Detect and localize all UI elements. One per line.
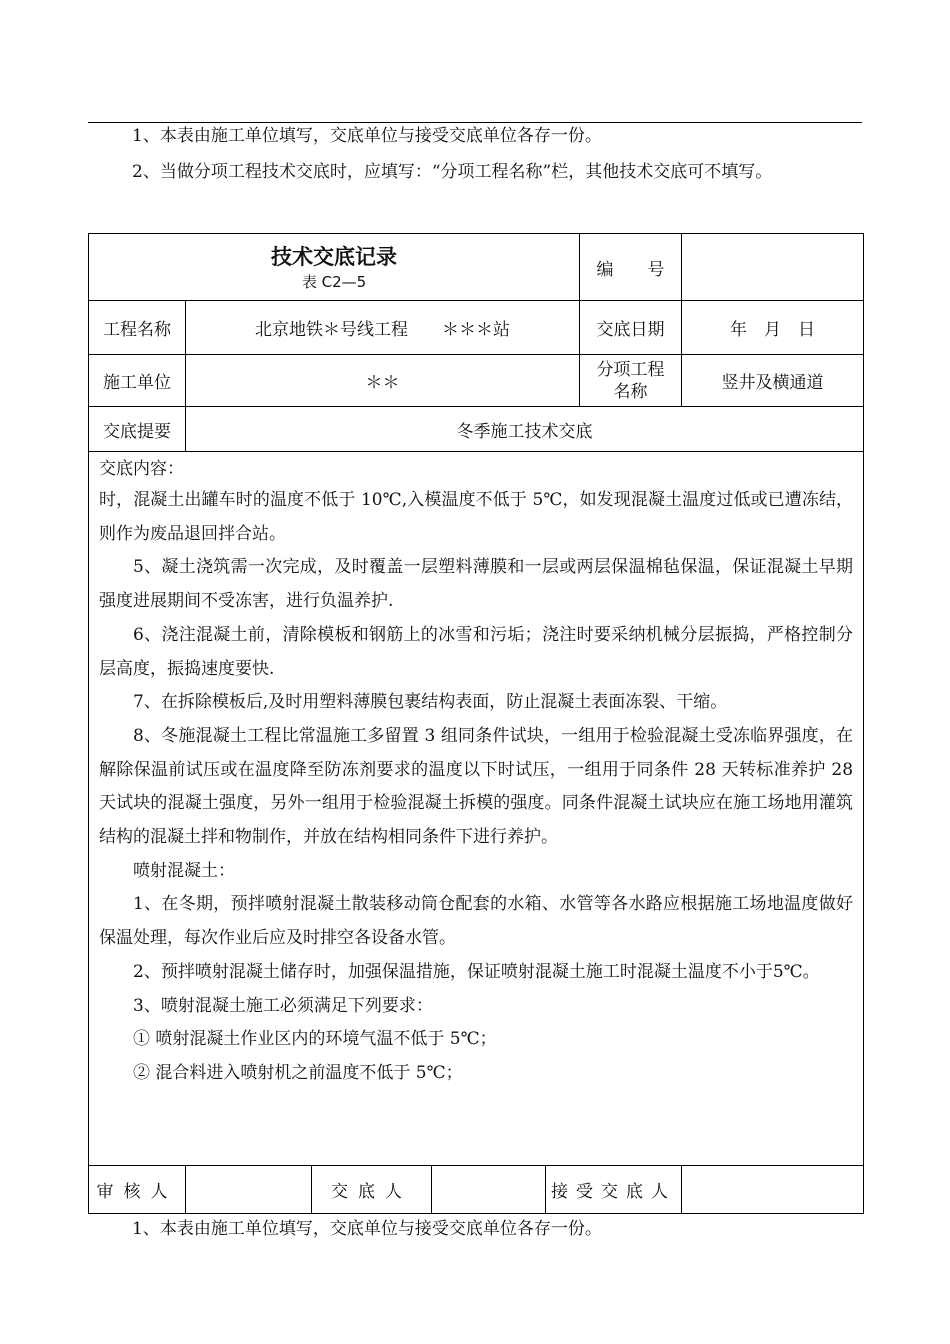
subproject-name-value[interactable]: 竖井及横通道 bbox=[682, 355, 864, 407]
form-subtitle: 表 C2—5 bbox=[301, 273, 367, 291]
receiver-label: 接受交底人 bbox=[546, 1166, 682, 1214]
content-paragraph: 3、喷射混凝土施工必须满足下列要求： bbox=[133, 995, 433, 1016]
disclosure-date-label: 交底日期 bbox=[580, 301, 682, 355]
form-title: 技术交底记录 bbox=[271, 245, 398, 269]
number-field[interactable] bbox=[682, 234, 864, 301]
reviewer-signature-field[interactable] bbox=[186, 1166, 312, 1214]
receiver-signature-field[interactable] bbox=[682, 1166, 864, 1214]
content-paragraph: 2、预拌喷射混凝土储存时，加强保温措施，保证喷射混凝土施工时混凝土温度不小于5℃。 bbox=[133, 961, 820, 982]
discloser-signature-field[interactable] bbox=[432, 1166, 546, 1214]
project-name-label: 工程名称 bbox=[89, 301, 186, 355]
content-label: 交底内容： bbox=[99, 459, 184, 479]
construction-unit-value[interactable]: ＊＊ bbox=[186, 355, 580, 407]
header-note-1: 1、本表由施工单位填写，交底单位与接受交底单位各存一份。 bbox=[132, 126, 602, 146]
summary-label: 交底提要 bbox=[89, 407, 186, 452]
content-paragraph: 6、浇注混凝土前，清除模板和钢筋上的冰雪和污垢；浇注时要采纳机械分层振捣，严格控制分层高度，振捣速度要快. bbox=[99, 624, 854, 679]
summary-value[interactable]: 冬季施工技术交底 bbox=[186, 407, 864, 452]
construction-unit-label: 施工单位 bbox=[89, 355, 186, 407]
number-label: 编 号 bbox=[580, 234, 682, 301]
content-paragraph: 5、凝土浇筑需一次完成，及时覆盖一层塑料薄膜和一层或两层保温棉毡保温，保证混凝土早期强度进展期间不受冻害，进行负温养护. bbox=[99, 557, 854, 612]
content-paragraph: 喷射混凝土： bbox=[133, 860, 235, 881]
project-name-value[interactable]: 北京地铁＊号线工程 ＊＊＊站 bbox=[186, 301, 580, 355]
footer-note: 1、本表由施工单位填写，交底单位与接受交底单位各存一份。 bbox=[132, 1219, 602, 1239]
form-title-cell bbox=[89, 234, 580, 301]
discloser-label: 交底人 bbox=[312, 1166, 432, 1214]
disclosure-date-value[interactable]: 年 月 日 bbox=[682, 301, 864, 355]
content-paragraph: 8、冬施混凝土工程比常温施工多留置 3 组同条件试块，一组用于检验混凝土受冻临界强度，在解除保温前试压或在温度降至防冻剂要求的温度以下时试压，一组用于同条件 28 天转标准养护 28 天试块的混凝土强度，另外一组用于检验混凝土拆模的强度。同条件混凝土试块应在施工场地用灌筑结构的混凝土拌和物制作，并放在结构相同条件下进行养护。 bbox=[99, 725, 854, 848]
content-paragraph: 1、在冬期，预拌喷射混凝土散装移动筒仓配套的水箱、水管等各水路应根据施工场地温度做好保温处理，每次作业后应及时排空各设备水管。 bbox=[99, 894, 854, 949]
content-paragraph: ① 喷射混凝土作业区内的环境气温不低于 5℃； bbox=[133, 1029, 497, 1050]
subproject-name-label: 分项工程名称 bbox=[580, 355, 682, 407]
content-paragraph: 时，混凝土出罐车时的温度不低于 10℃,入模温度不低于 5℃，如发现混凝土温度过低或已遭冻结，则作为废品退回拌合站。 bbox=[99, 490, 854, 544]
technical-disclosure-form bbox=[88, 233, 864, 1214]
header-note-2: 2、当做分项工程技术交底时，应填写：“分项工程名称”栏，其他技术交底可不填写。 bbox=[132, 162, 773, 182]
disclosure-content-cell bbox=[89, 452, 864, 1166]
content-paragraph: ② 混合料进入喷射机之前温度不低于 5℃； bbox=[133, 1062, 463, 1083]
reviewer-label: 审核人 bbox=[89, 1166, 186, 1214]
content-paragraph: 7、在拆除模板后,及时用塑料薄膜包裹结构表面，防止混凝土表面冻裂、干缩。 bbox=[133, 692, 728, 713]
